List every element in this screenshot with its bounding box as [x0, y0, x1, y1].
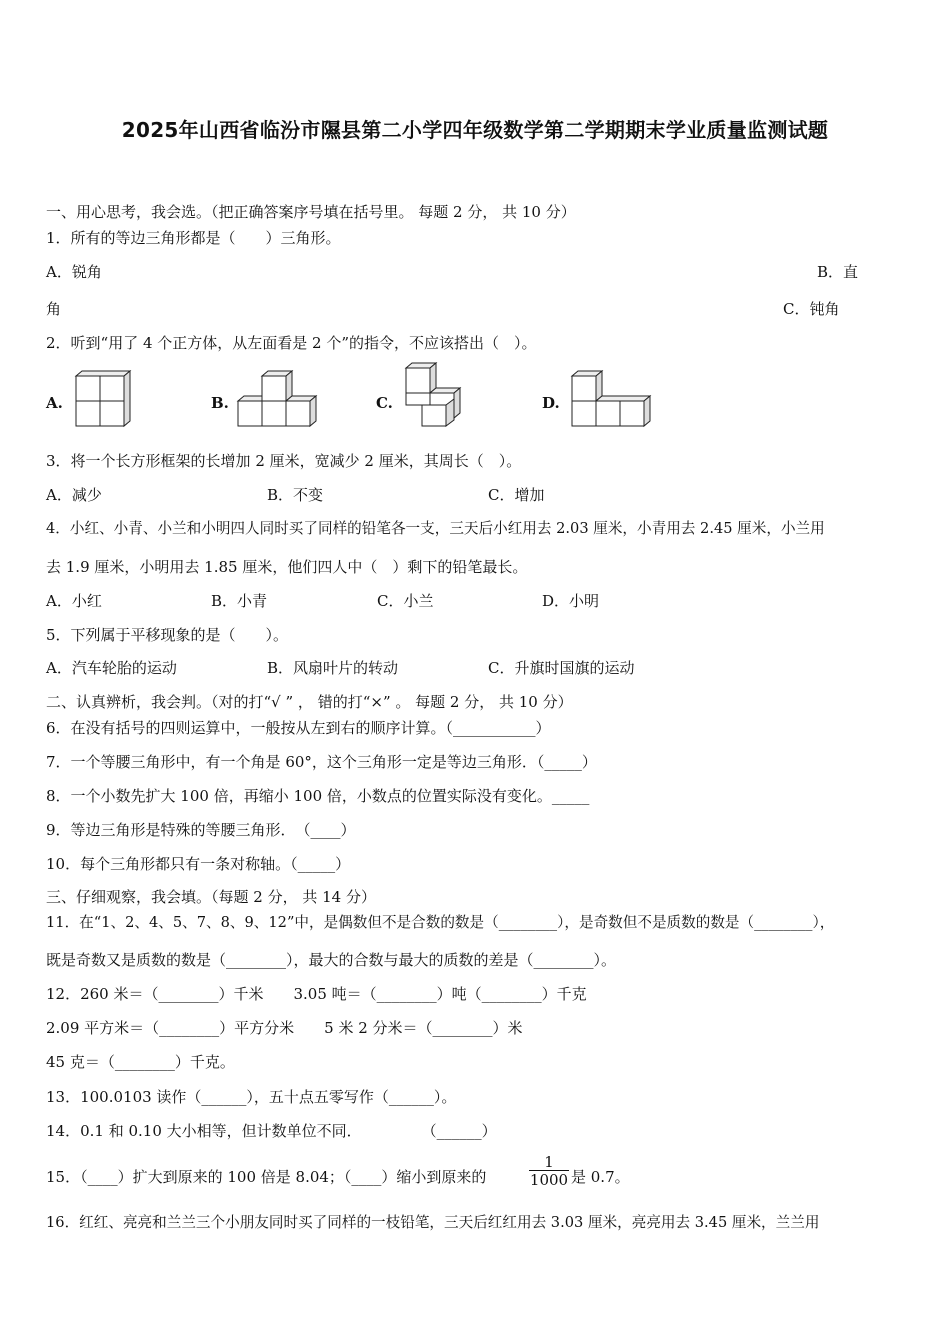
q2-stem: 2．听到“用了 4 个正方体，从左面看是 2 个”的指令，不应该搭出（ ）。	[46, 334, 537, 352]
q1-stem: 1．所有的等边三角形都是（ ）三角形。	[46, 229, 341, 247]
section3-heading: 三、仔细观察，我会填。（每题 2 分， 共 14 分）	[46, 888, 376, 906]
q15-prefix: 15．（____）扩大到原来的 100 倍是 8.04；（____）缩小到原来的	[46, 1168, 487, 1186]
q2-option-a-label: A.	[46, 394, 63, 412]
q11-line2: 既是奇数又是质数的数是（________），最大的合数与最大的质数的差是（________）。	[46, 951, 617, 969]
q2-option-b-figure	[236, 370, 320, 430]
q5-option-c: C．升旗时国旗的运动	[488, 659, 635, 677]
q3-option-b: B．不变	[267, 486, 324, 504]
q12-line1: 12．260 米＝（________）千米 3.05 吨＝（________）吨（________）千克	[46, 985, 587, 1003]
q9: 9．等边三角形是特殊的等腰三角形． （____）	[46, 821, 356, 839]
q1-option-a: A．锐角	[46, 263, 102, 281]
q5-option-a: A．汽车轮胎的运动	[46, 659, 177, 677]
q4-option-b: B．小青	[211, 592, 268, 610]
page-title: 2025年山西省临汾市隰县第二小学四年级数学第二学期期末学业质量监测试题	[121, 118, 829, 142]
q2-option-a-figure	[72, 370, 134, 430]
q2-option-c-figure	[402, 362, 466, 430]
q8: 8．一个小数先扩大 100 倍，再缩小 100 倍，小数点的位置实际没有变化。_____	[46, 787, 590, 805]
q1-option-c: C．钝角	[783, 300, 840, 318]
q10: 10．每个三角形都只有一条对称轴。（_____）	[46, 855, 351, 873]
q6: 6．在没有括号的四则运算中，一般按从左到右的顺序计算。（___________）	[46, 719, 551, 737]
q5-option-b: B．风扇叶片的转动	[267, 659, 399, 677]
q4-option-a: A．小红	[46, 592, 102, 610]
section1-heading: 一、用心思考，我会选。（把正确答案序号填在括号里。 每题 2 分， 共 10 分）	[46, 203, 576, 221]
q16: 16．红红、亮亮和兰兰三个小朋友同时买了同样的一枝铅笔，三天后红红用去 3.03 厘米，亮亮用去 3.45 厘米，兰兰用	[46, 1214, 820, 1231]
section2-heading: 二、认真辨析，我会判。（对的打“√ ” ， 错的打“×” 。 每题 2 分， 共 10 分）	[46, 693, 573, 711]
q3-option-a: A．减少	[46, 486, 102, 504]
q15-suffix: 是 0.7。	[571, 1168, 630, 1186]
q1-option-b-cont: 角	[46, 300, 62, 318]
q2-option-d-figure	[568, 370, 654, 430]
q15-fraction-denominator: 1000	[529, 1171, 569, 1189]
q14: 14．0.1 和 0.10 大小相等，但计数单位不同． （______）	[46, 1122, 497, 1140]
q12-line3: 45 克＝（________）千克。	[46, 1053, 235, 1071]
q11-line1: 11．在“1、2、4、5、7、8、9、12”中，是偶数但不是合数的数是（________），是奇数但不是质数的数是（________），	[46, 914, 835, 931]
q7: 7．一个等腰三角形中，有一个角是 60°，这个三角形一定是等边三角形．（_____）	[46, 753, 597, 771]
q3-stem: 3．将一个长方形框架的长增加 2 厘米，宽减少 2 厘米，其周长（ ）。	[46, 452, 522, 470]
q5-stem: 5．下列属于平移现象的是（ ）。	[46, 626, 289, 644]
q3-option-c: C．增加	[488, 486, 545, 504]
q1-option-b: B．直	[817, 263, 859, 281]
q15-fraction-numerator: 1	[529, 1154, 569, 1171]
q4-option-c: C．小兰	[377, 592, 434, 610]
q15-fraction	[529, 1154, 569, 1189]
q4-stem-line1: 4．小红、小青、小兰和小明四人同时买了同样的铅笔各一支，三天后小红用去 2.03 厘米，小青用去 2.45 厘米，小兰用	[46, 520, 825, 537]
q2-option-b-label: B.	[211, 394, 229, 412]
q2-option-d-label: D.	[542, 394, 560, 412]
q4-option-d: D．小明	[542, 592, 600, 610]
q13: 13．100.0103 读作（______），五十点五零写作（______）。	[46, 1088, 457, 1106]
q12-line2: 2.09 平方米＝（________）平方分米 5 米 2 分米＝（________）米	[46, 1019, 523, 1037]
q4-stem-line2: 去 1.9 厘米，小明用去 1.85 厘米，他们四人中（ ）剩下的铅笔最长。	[46, 558, 528, 576]
q2-option-c-label: C.	[376, 394, 393, 412]
